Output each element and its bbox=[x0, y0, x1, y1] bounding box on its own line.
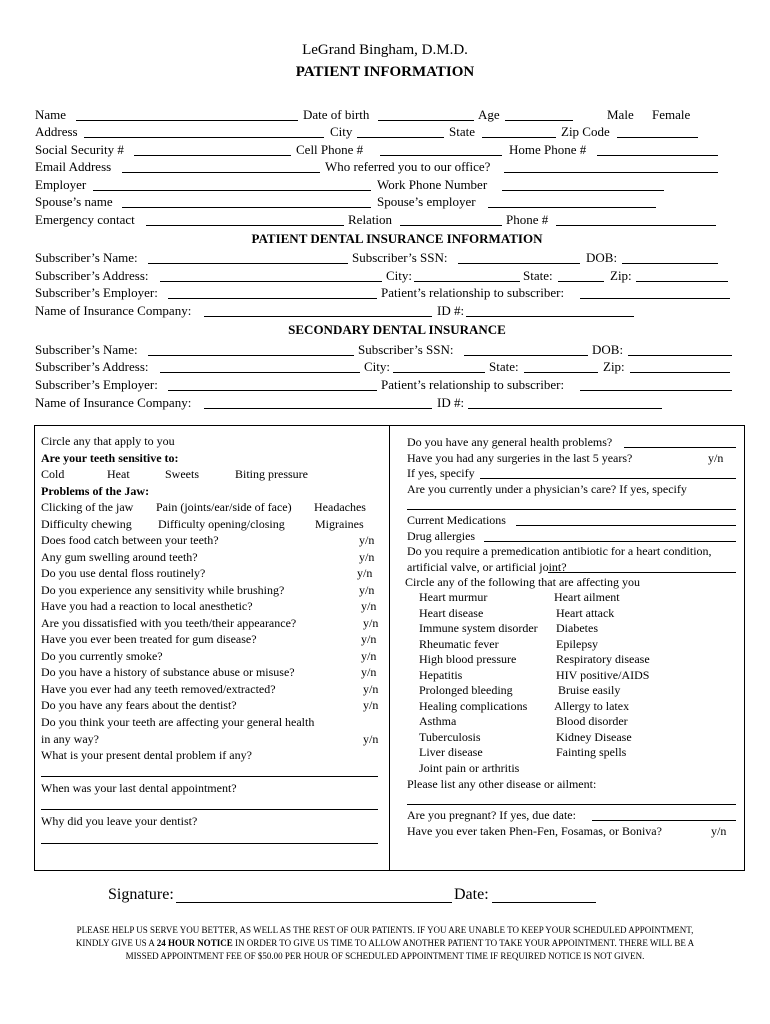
employer-label: Employer bbox=[35, 177, 87, 192]
relationship-field[interactable] bbox=[580, 298, 730, 299]
health-box-divider bbox=[389, 426, 390, 870]
condition-option[interactable]: Allergy to latex bbox=[554, 699, 630, 713]
sec-state-label: State: bbox=[489, 359, 519, 374]
company-field[interactable] bbox=[204, 316, 432, 317]
condition-option[interactable]: Tuberculosis bbox=[419, 730, 481, 744]
due-date-field[interactable] bbox=[592, 820, 736, 821]
sub-name-field[interactable] bbox=[148, 263, 348, 264]
address-label: Address bbox=[35, 124, 78, 139]
option-opening[interactable]: Difficulty opening/closing bbox=[158, 517, 285, 531]
condition-option[interactable]: Blood disorder bbox=[556, 714, 628, 728]
work-phone-field[interactable] bbox=[502, 190, 664, 191]
spouse-employer-label: Spouse’s employer bbox=[377, 194, 476, 209]
sec-id-field[interactable] bbox=[468, 408, 662, 409]
yn-answer[interactable]: y/n bbox=[359, 533, 375, 547]
sensitive-heading: Are your teeth sensitive to: bbox=[41, 451, 179, 465]
sec-address-label: Subscriber’s Address: bbox=[35, 359, 149, 374]
yn-answer[interactable]: y/n bbox=[359, 583, 375, 597]
age-field[interactable] bbox=[505, 120, 573, 121]
signature-field[interactable] bbox=[176, 902, 452, 903]
option-migraines[interactable]: Migraines bbox=[315, 517, 364, 531]
condition-option[interactable]: Heart murmur bbox=[419, 590, 488, 604]
notice-line-2-start: KINDLY GIVE US A bbox=[75, 938, 157, 948]
sec-city-field[interactable] bbox=[393, 372, 485, 373]
relationship-label: Patient’s relationship to subscriber: bbox=[381, 285, 565, 300]
physician-label: Are you currently under a physician’s care? If yes, specify bbox=[407, 482, 687, 496]
general-problems-field[interactable] bbox=[624, 447, 736, 448]
sec-id-label: ID #: bbox=[437, 395, 465, 410]
condition-option[interactable]: Heart disease bbox=[419, 606, 484, 620]
condition-option[interactable]: Respiratory disease bbox=[556, 652, 650, 666]
dental-question: Do you use dental floss routinely? bbox=[41, 566, 206, 580]
condition-option[interactable]: Heart ailment bbox=[554, 590, 620, 604]
circle-conditions-label: Circle any of the following that are affecting you bbox=[405, 575, 641, 589]
sec-ssn-label: Subscriber’s SSN: bbox=[358, 342, 454, 357]
condition-option[interactable]: Hepatitis bbox=[419, 668, 463, 682]
zip-field[interactable] bbox=[617, 137, 698, 138]
general-problems-label: Do you have any general health problems? bbox=[407, 435, 613, 449]
physician-field[interactable] bbox=[407, 509, 736, 510]
medications-label: Current Medications bbox=[407, 513, 506, 527]
option-pain[interactable]: Pain (joints/ear/side of face) bbox=[156, 500, 292, 514]
doctor-name: LeGrand Bingham, D.M.D. bbox=[302, 42, 468, 58]
condition-option[interactable]: High blood pressure bbox=[419, 652, 517, 666]
sec-city-label: City: bbox=[364, 359, 391, 374]
insurance-title: PATIENT DENTAL INSURANCE INFORMATION bbox=[251, 231, 543, 246]
work-phone-label: Work Phone Number bbox=[377, 177, 488, 192]
sub-employer-field[interactable] bbox=[168, 298, 377, 299]
if-yes-field[interactable] bbox=[480, 478, 736, 479]
condition-option[interactable]: HIV positive/AIDS bbox=[556, 668, 650, 682]
condition-option[interactable]: Fainting spells bbox=[556, 745, 627, 759]
sub-employer-label: Subscriber’s Employer: bbox=[35, 285, 158, 300]
yn-answer[interactable]: y/n bbox=[359, 550, 375, 564]
condition-option[interactable]: Bruise easily bbox=[558, 683, 621, 697]
pregnant-label: Are you pregnant? If yes, due date: bbox=[407, 808, 576, 822]
yn-answer[interactable]: y/n bbox=[357, 566, 373, 580]
emergency-field[interactable] bbox=[146, 225, 344, 226]
ssn-label: Social Security # bbox=[35, 142, 124, 157]
dental-question: Have you ever been treated for gum disease? bbox=[41, 632, 257, 646]
option-biting[interactable]: Biting pressure bbox=[235, 467, 308, 481]
premed-label: Do you require a premedication antibiotic for a heart condition, bbox=[407, 544, 712, 558]
sub-dob-label: DOB: bbox=[586, 250, 618, 265]
yn-answer[interactable]: y/n bbox=[361, 649, 377, 663]
name-label: Name bbox=[35, 107, 67, 122]
home-phone-field[interactable] bbox=[597, 155, 718, 156]
dental-question: Have you had a reaction to local anesthetic? bbox=[41, 599, 253, 613]
sub-zip-label: Zip: bbox=[610, 268, 632, 283]
dob-field[interactable] bbox=[378, 120, 474, 121]
premed-label-cont: artificial valve, or artificial joint? bbox=[407, 560, 567, 574]
yn-answer[interactable]: y/n bbox=[363, 698, 379, 712]
dental-question: Have you ever had any teeth removed/extracted? bbox=[41, 682, 276, 696]
notice-line-3: MISSED APPOINTMENT FEE OF $50.00 PER HOUR OF SCHEDULED APPOINTMENT TIME IF REQUIRED NOTICE IS NOT GIVEN. bbox=[125, 951, 645, 961]
condition-option[interactable]: Rheumatic fever bbox=[419, 637, 499, 651]
last-appointment-field[interactable] bbox=[41, 809, 378, 810]
sub-zip-field[interactable] bbox=[636, 281, 728, 282]
premed-field[interactable] bbox=[548, 572, 736, 573]
home-phone-label: Home Phone # bbox=[509, 142, 587, 157]
why-leave-field[interactable] bbox=[41, 843, 378, 844]
referred-label: Who referred you to our office? bbox=[325, 159, 491, 174]
address-field[interactable] bbox=[84, 137, 324, 138]
condition-option[interactable]: Epilepsy bbox=[556, 637, 598, 651]
email-label: Email Address bbox=[35, 159, 112, 174]
present-problem-label: What is your present dental problem if any? bbox=[41, 748, 252, 762]
why-leave-label: Why did you leave your dentist? bbox=[41, 814, 198, 828]
emergency-phone-field[interactable] bbox=[556, 225, 716, 226]
if-yes-label: If yes, specify bbox=[407, 466, 475, 480]
dental-question: Are you dissatisfied with you teeth/their appearance? bbox=[41, 616, 297, 630]
surgeries-label: Have you had any surgeries in the last 5 years? bbox=[407, 451, 633, 465]
sub-ssn-label: Subscriber’s SSN: bbox=[352, 250, 448, 265]
ssn-field[interactable] bbox=[134, 155, 291, 156]
city-field[interactable] bbox=[357, 137, 444, 138]
dental-question: Do you have a history of substance abuse or misuse? bbox=[41, 665, 295, 679]
yn-answer[interactable]: y/n bbox=[708, 451, 724, 465]
female-option[interactable]: Female bbox=[652, 107, 691, 122]
option-headaches[interactable]: Headaches bbox=[314, 500, 366, 514]
signature-label: Signature: bbox=[108, 886, 174, 903]
sub-city-field[interactable] bbox=[414, 281, 520, 282]
sec-employer-label: Subscriber’s Employer: bbox=[35, 377, 158, 392]
option-cold[interactable]: Cold bbox=[41, 467, 65, 481]
medications-field[interactable] bbox=[516, 525, 736, 526]
employer-field[interactable] bbox=[93, 190, 371, 191]
company-label: Name of Insurance Company: bbox=[35, 303, 192, 318]
secondary-title: SECONDARY DENTAL INSURANCE bbox=[288, 322, 506, 337]
last-appointment-label: When was your last dental appointment? bbox=[41, 781, 237, 795]
present-problem-field[interactable] bbox=[41, 776, 378, 777]
other-ailment-label: Please list any other disease or ailment: bbox=[407, 777, 597, 791]
dental-question: Do you have any fears about the dentist? bbox=[41, 698, 237, 712]
dental-question: Do you experience any sensitivity while brushing? bbox=[41, 583, 285, 597]
option-sweets[interactable]: Sweets bbox=[165, 467, 199, 481]
sub-city-label: City: bbox=[386, 268, 413, 283]
age-label: Age bbox=[478, 107, 500, 122]
sec-name-field[interactable] bbox=[148, 355, 354, 356]
sub-name-label: Subscriber’s Name: bbox=[35, 250, 138, 265]
dental-question: Does food catch between your teeth? bbox=[41, 533, 219, 547]
sec-company-label: Name of Insurance Company: bbox=[35, 395, 192, 410]
relation-field[interactable] bbox=[400, 225, 502, 226]
circle-instruction: Circle any that apply to you bbox=[41, 434, 175, 448]
sec-relationship-field[interactable] bbox=[580, 390, 732, 391]
sec-ssn-field[interactable] bbox=[464, 355, 588, 356]
condition-option[interactable]: Liver disease bbox=[419, 745, 483, 759]
emergency-phone-label: Phone # bbox=[506, 212, 549, 227]
condition-option[interactable]: Immune system disorder bbox=[419, 621, 538, 635]
dob-label: Date of birth bbox=[303, 107, 370, 122]
yn-answer[interactable]: y/n bbox=[363, 616, 379, 630]
emergency-label: Emergency contact bbox=[35, 212, 135, 227]
allergies-field[interactable] bbox=[484, 541, 736, 542]
allergies-label: Drug allergies bbox=[407, 529, 476, 543]
yn-answer[interactable]: y/n bbox=[363, 732, 379, 746]
condition-option[interactable]: Kidney Disease bbox=[556, 730, 632, 744]
option-clicking[interactable]: Clicking of the jaw bbox=[41, 500, 134, 514]
relation-label: Relation bbox=[348, 212, 393, 227]
sub-address-label: Subscriber’s Address: bbox=[35, 268, 149, 283]
phenfen-label: Have you ever taken Phen-Fen, Fosamas, or Boniva? bbox=[407, 824, 662, 838]
sec-dob-label: DOB: bbox=[592, 342, 624, 357]
sec-company-field[interactable] bbox=[204, 408, 432, 409]
condition-option[interactable]: Asthma bbox=[419, 714, 457, 728]
sub-state-field[interactable] bbox=[558, 281, 604, 282]
sec-state-field[interactable] bbox=[524, 372, 598, 373]
notice-line-2 bbox=[0, 937, 770, 949]
notice-line-2-end: IN ORDER TO GIVE US TIME TO ALLOW ANOTHER PATIENT TO TAKE YOUR APPOINTMENT. THERE WILL BE A bbox=[232, 938, 695, 948]
page-title: PATIENT INFORMATION bbox=[295, 64, 475, 80]
email-field[interactable] bbox=[122, 172, 320, 173]
condition-option[interactable]: Heart attack bbox=[556, 606, 615, 620]
cell-label: Cell Phone # bbox=[296, 142, 364, 157]
yn-answer[interactable]: y/n bbox=[361, 632, 377, 646]
option-chewing[interactable]: Difficulty chewing bbox=[41, 517, 132, 531]
zip-label: Zip Code bbox=[561, 124, 610, 139]
general-health-question: Do you think your teeth are affecting your general health bbox=[41, 715, 315, 729]
yn-answer[interactable]: y/n bbox=[363, 682, 379, 696]
spouse-name-field[interactable] bbox=[122, 207, 371, 208]
condition-option[interactable]: Diabetes bbox=[556, 621, 598, 635]
city-label: City bbox=[330, 124, 353, 139]
spouse-employer-field[interactable] bbox=[488, 207, 656, 208]
dental-question: Do you currently smoke? bbox=[41, 649, 163, 663]
sec-zip-label: Zip: bbox=[603, 359, 625, 374]
other-ailment-field[interactable] bbox=[407, 804, 736, 805]
sec-relationship-label: Patient’s relationship to subscriber: bbox=[381, 377, 565, 392]
condition-option[interactable]: Prolonged bleeding bbox=[419, 683, 513, 697]
notice-line-1: PLEASE HELP US SERVE YOU BETTER, AS WELL AS THE REST OF OUR PATIENTS. IF YOU ARE UNABLE TO KEEP YOUR SCHEDULED APPOINTMENT, bbox=[76, 925, 694, 935]
sec-zip-field[interactable] bbox=[630, 372, 730, 373]
yn-answer[interactable]: y/n bbox=[361, 665, 377, 679]
name-field[interactable] bbox=[76, 120, 298, 121]
spouse-name-label: Spouse’s name bbox=[35, 194, 113, 209]
sub-ssn-field[interactable] bbox=[458, 263, 580, 264]
sec-dob-field[interactable] bbox=[628, 355, 732, 356]
cell-field[interactable] bbox=[380, 155, 502, 156]
id-label: ID #: bbox=[437, 303, 465, 318]
sub-dob-field[interactable] bbox=[622, 263, 718, 264]
sec-name-label: Subscriber’s Name: bbox=[35, 342, 138, 357]
sec-employer-field[interactable] bbox=[168, 390, 377, 391]
sec-address-field[interactable] bbox=[160, 372, 360, 373]
yn-answer[interactable]: y/n bbox=[361, 599, 377, 613]
jaw-heading: Problems of the Jaw: bbox=[41, 484, 150, 498]
date-label: Date: bbox=[454, 886, 489, 903]
general-health-question-cont: in any way? bbox=[41, 732, 99, 746]
signature-date-field[interactable] bbox=[492, 902, 596, 903]
id-field[interactable] bbox=[466, 316, 634, 317]
option-heat[interactable]: Heat bbox=[107, 467, 130, 481]
notice-emphasis: 24 HOUR NOTICE bbox=[156, 938, 233, 948]
dental-question: Any gum swelling around teeth? bbox=[41, 550, 198, 564]
yn-answer[interactable]: y/n bbox=[711, 824, 727, 838]
condition-option[interactable]: Joint pain or arthritis bbox=[419, 761, 520, 775]
state-label: State bbox=[449, 124, 475, 139]
state-field[interactable] bbox=[482, 137, 556, 138]
male-option[interactable]: Male bbox=[607, 107, 634, 122]
sub-state-label: State: bbox=[523, 268, 553, 283]
referred-field[interactable] bbox=[504, 172, 718, 173]
condition-option[interactable]: Healing complications bbox=[419, 699, 528, 713]
sub-address-field[interactable] bbox=[160, 281, 382, 282]
